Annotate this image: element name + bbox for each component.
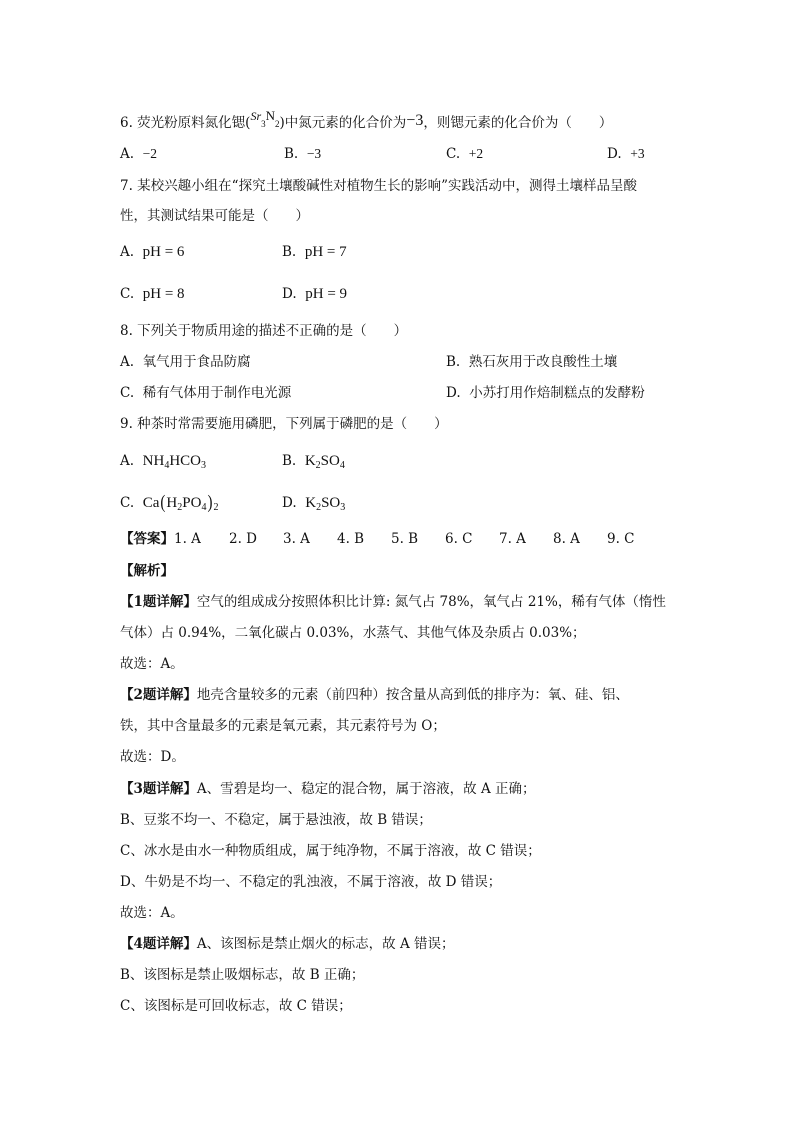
answer-item: 9. C	[607, 531, 635, 547]
analysis-label: 【解析】	[120, 563, 174, 579]
explanation-line: D、牛奶是不均一、不稳定的乳浊液，不属于溶液，故 D 错误；	[120, 874, 502, 890]
q6-suffix: ，则锶元素的化合价为（ ）	[423, 115, 613, 131]
answer-item: 5. B	[391, 531, 419, 547]
q9-formula-c: $Ca(H_2PO_4)_2$	[142, 493, 219, 513]
q6-option-c: C. +2	[446, 146, 484, 162]
q6-option-a: A. −2	[120, 146, 158, 162]
explanation-line: B、豆浆不均一、不稳定，属于悬浊液，故 B 错误；	[120, 812, 432, 828]
q6-option-d: D. +3	[607, 146, 645, 162]
explanation-line: 故选：A。	[120, 905, 184, 921]
answer-line	[120, 530, 635, 548]
explanation-line: C、该图标是可回收标志，故 C 错误；	[120, 998, 352, 1014]
q6-formula-sub1: 3	[261, 118, 266, 129]
q9-formula-b: $K_2SO_4$	[304, 453, 345, 471]
answer-item: 2. D	[229, 531, 257, 547]
explanation-line: C、冰水是由水一种物质组成，属于纯净物，不属于溶液，故 C 错误；	[120, 843, 541, 859]
q9-option-b: B. $K_2SO_4$	[282, 453, 345, 471]
q6-formula-n: N	[265, 108, 276, 123]
explanation-line: 故选：D。	[120, 749, 185, 765]
q8-option-a: A. 氧气用于食品防腐	[120, 354, 251, 370]
explanation-line: 【4题详解】A、该图标是禁止烟火的标志，故 A 错误；	[120, 936, 455, 952]
q9-option-c: C. $Ca(H_2PO_4)_2$	[120, 493, 219, 513]
explanation-line: B、该图标是禁止吸烟标志，故 B 正确；	[120, 967, 365, 983]
q6-valence: −3	[406, 112, 424, 129]
explanation-line: 故选：A。	[120, 656, 184, 672]
question-9-stem: 9. 种茶时常需要施用磷肥，下列属于磷肥的是（ ）	[120, 416, 448, 432]
explanation-line: 【3题详解】A、雪碧是均一、稳定的混合物，属于溶液，故 A 正确；	[120, 781, 536, 797]
answer-item: 6. C	[445, 531, 473, 547]
q7-option-a: A. pH = 6	[120, 244, 185, 260]
answer-item: 8. A	[553, 531, 580, 547]
question-7-stem-line1: 7. 某校兴趣小组在“探究土壤酸碱性对植物生长的影响”实践活动中，测得土壤样品呈酸	[120, 178, 637, 194]
question-7-stem-line2: 性，其测试结果可能是（ ）	[120, 208, 309, 224]
q6-option-b: B. −3	[284, 146, 322, 162]
answer-item: 3. A	[283, 531, 310, 547]
explanation-line: 气体）占 0.94%，二氧化碳占 0.03%，水蒸气、其他气体及杂质占 0.03%；	[120, 625, 586, 641]
question-6-stem	[120, 108, 613, 137]
q6-prefix: 6. 荧光粉原料氮化锶(	[120, 115, 251, 131]
q7-option-b: B. pH = 7	[282, 244, 347, 260]
q8-option-b: B. 熟石灰用于改良酸性土壤	[446, 354, 618, 370]
explanation-line: 铁，其中含量最多的元素是氧元素，其元素符号为 O；	[120, 718, 446, 734]
answer-item: 1. A	[174, 531, 201, 547]
q6-formula-sr: Sr	[250, 109, 262, 123]
q7-option-d: D. pH = 9	[282, 286, 348, 302]
answer-label: 【答案】	[120, 531, 174, 547]
q9-option-a: A. $NH_4HCO_3$	[120, 453, 206, 471]
q7-option-c: C. pH = 8	[120, 286, 185, 302]
question-8-stem: 8. 下列关于物质用途的描述不正确的是（ ）	[120, 323, 408, 339]
explanation-line: 【1题详解】空气的组成成分按照体积比计算: 氮气占 78%，氧气占 21%，稀有气体（惰性	[120, 594, 666, 610]
q6-formula-sub2: 2	[275, 118, 280, 129]
q9-formula-a: $NH_4HCO_3$	[142, 453, 206, 471]
q8-option-c: C. 稀有气体用于制作电光源	[120, 385, 292, 401]
explanation-line: 【2题详解】地壳含量较多的元素（前四种）按含量从高到低的排序为：氧、硅、铝、	[120, 687, 629, 703]
answer-item: 4. B	[337, 531, 365, 547]
q9-formula-d: $K_2SO_3$	[305, 495, 346, 513]
q6-middle: )中氮元素的化合价为	[279, 115, 407, 131]
q8-option-d: D. 小苏打用作焙制糕点的发酵粉	[446, 385, 645, 401]
answer-item: 7. A	[499, 531, 526, 547]
q9-option-d: D. $K_2SO_3$	[282, 495, 346, 513]
